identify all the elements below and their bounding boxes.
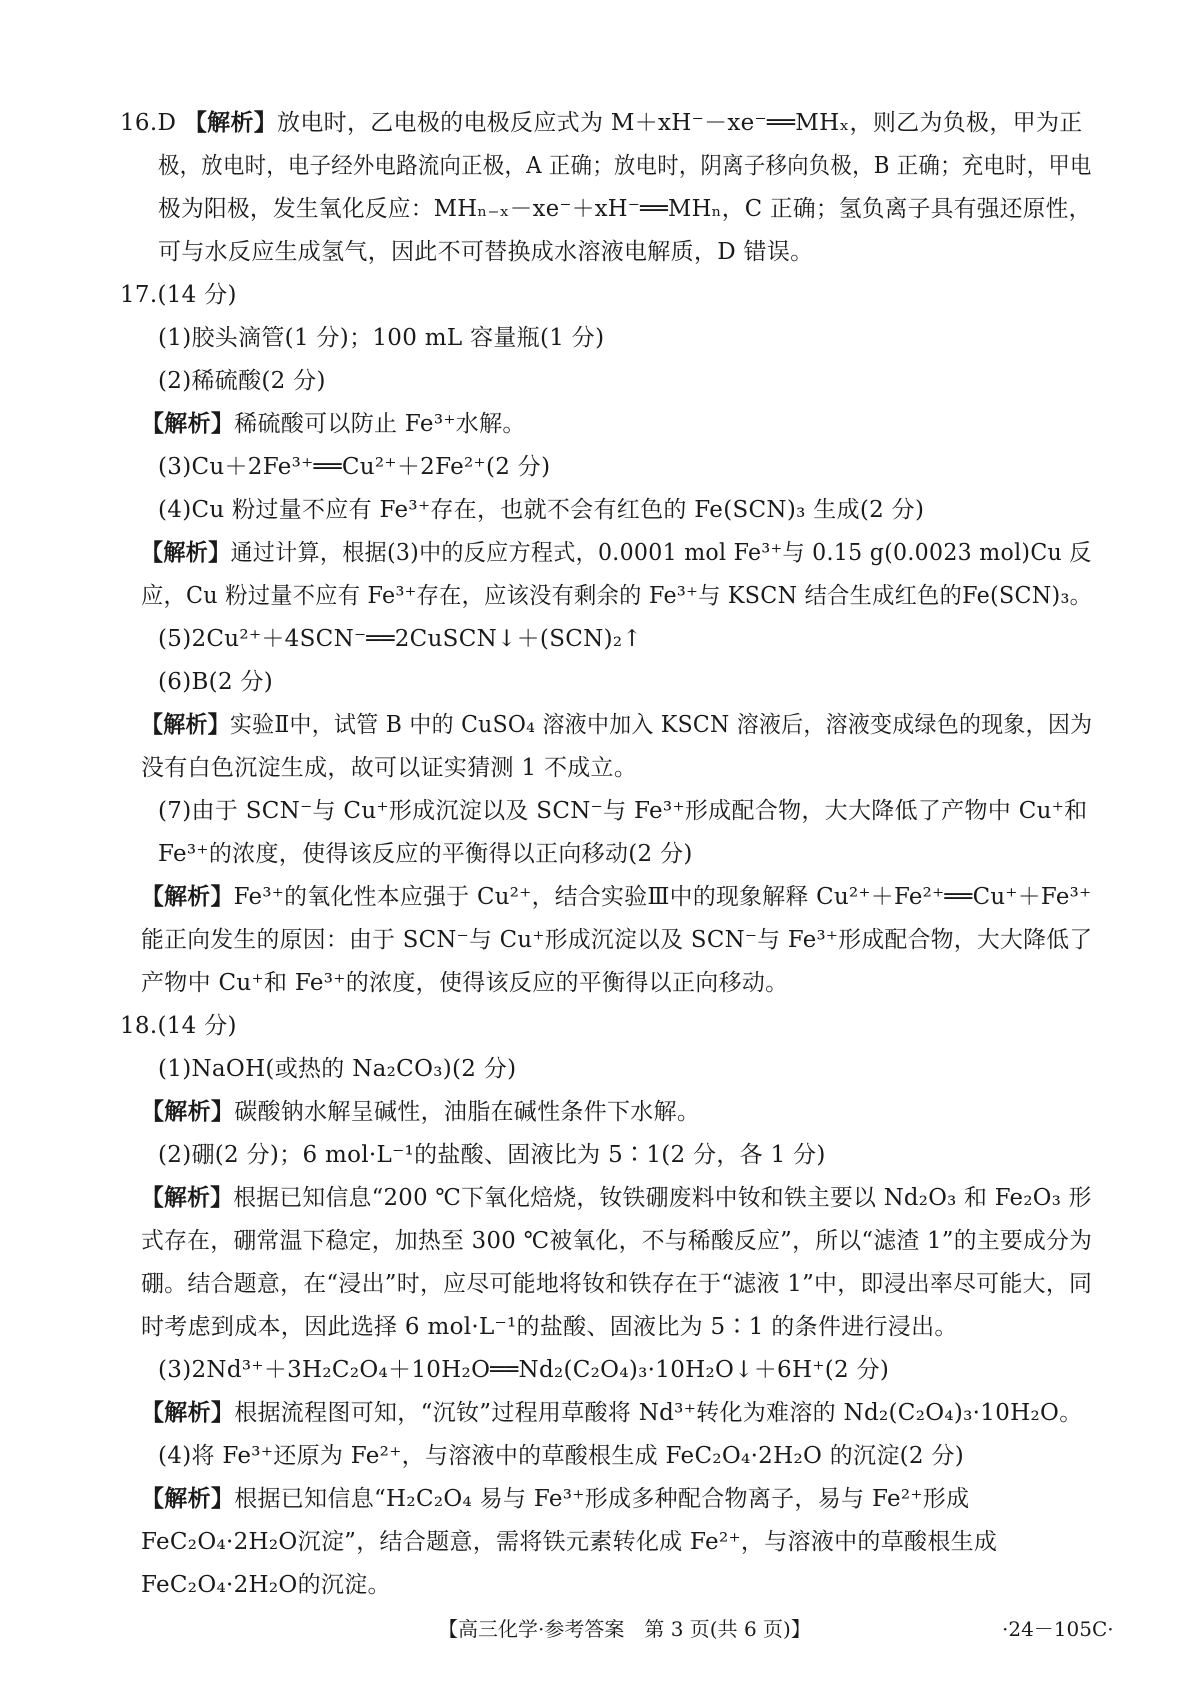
text-segment: (1)NaOH(或热的 Na₂CO₃)(2 分) [158,1056,517,1082]
text-segment: 根据已知信息“H₂C₂O₄ 易与 Fe³⁺形成多种配合物离子，易与 Fe²⁺形成 [234,1486,970,1512]
text-line [158,1441,964,1471]
text-line [120,280,237,310]
text-segment: 能正向发生的原因：由于 SCN⁻与 Cu⁺形成沉淀以及 SCN⁻与 Fe³⁺形成配合物，大大降低了 [141,927,1093,953]
text-line [141,1570,391,1600]
text-line [158,1054,516,1084]
text-segment: (7)由于 SCN⁻与 Cu⁺形成沉淀以及 SCN⁻与 Fe³⁺形成配合物，大大降低了产物中 Cu⁺和 [158,798,1088,824]
text-line [141,925,1092,955]
analysis-label: 【解析】 [141,1399,235,1426]
text-line [141,1527,997,1557]
text-line [158,366,326,396]
text-segment: 18.(14 分) [120,1013,237,1039]
text-segment: 通过计算，根据(3)中的反应方程式，0.0001 mol Fe³⁺与 0.15 g(0.0023 mol)Cu 反 [230,540,1092,566]
text-line [158,839,693,869]
analysis-label: 【解析】 [141,1184,234,1211]
text-segment: 稀硫酸可以防止 Fe³⁺水解。 [234,411,526,437]
text-segment: 产物中 Cu⁺和 Fe³⁺的浓度，使得该反应的平衡得以正向移动。 [141,970,789,996]
text-segment: 式存在，硼常温下稳定，加热至 300 ℃被氧化，不与稀酸反应”，所以“滤渣 1”的主要成分为 [141,1228,1093,1254]
text-segment: Fe³⁺的氧化性本应强于 Cu²⁺，结合实验Ⅲ中的现象解释 Cu²⁺＋Fe²⁺══Cu⁺＋Fe³⁺ [233,884,1092,910]
text-line [158,323,604,353]
text-segment: 16.D [120,110,184,136]
text-line [120,1011,237,1041]
text-line [158,624,642,654]
text-line [141,1183,1092,1213]
text-segment: (3)Cu＋2Fe³⁺══Cu²⁺＋2Fe²⁺(2 分) [158,454,551,480]
text-segment: 碳酸钠水解呈碱性，油脂在碱性条件下水解。 [234,1099,701,1125]
text-line [158,495,924,525]
text-line [141,1484,969,1514]
text-segment: 极，放电时，电子经外电路流向正极，A 正确；放电时，阴离子移向负极，B 正确；充电时，甲电 [158,153,1092,179]
text-segment: 根据流程图可知，“沉钕”过程用草酸将 Nd³⁺转化为难溶的 Nd₂(C₂O₄)₃·10H₂O。 [234,1400,1083,1426]
text-segment: 可与水反应生成氢气，因此不可替换成水溶液电解质，D 错误。 [158,239,814,265]
text-segment: (6)B(2 分) [158,669,274,695]
analysis-label: 【解析】 [141,711,230,738]
text-segment: (2)稀硫酸(2 分) [158,368,326,394]
text-line [141,753,637,783]
text-segment: 实验Ⅱ中，试管 B 中的 CuSO₄ 溶液中加入 KSCN 溶液后，溶液变成绿色的现象，因为 [229,712,1093,738]
text-line [141,710,1092,740]
text-line [141,1398,1083,1428]
text-segment: (5)2Cu²⁺＋4SCN⁻══2CuSCN↓＋(SCN)₂↑ [158,626,642,652]
text-segment: FeC₂O₄·2H₂O的沉淀。 [141,1572,391,1598]
text-line [141,581,1092,611]
text-segment: (1)胶头滴管(1 分)；100 mL 容量瓶(1 分) [158,325,605,351]
text-line [158,237,813,267]
text-line [141,882,1091,912]
text-segment: 时考虑到成本，因此选择 6 mol·L⁻¹的盐酸、固液比为 5∶1 的条件进行浸出。 [141,1314,958,1340]
text-segment: FeC₂O₄·2H₂O沉淀”，结合题意，需将铁元素转化成 Fe²⁺，与溶液中的草酸根生成 [141,1529,998,1555]
text-segment: 极为阳极，发生氧化反应：MHₙ₋ₓ－xe⁻＋xH⁻══MHₙ，C 正确；氢负离子具有强还原性， [158,196,1092,222]
text-line [158,667,273,697]
page-footer [0,1614,1200,1644]
text-line [141,1097,700,1127]
analysis-label: 【解析】 [141,410,235,437]
analysis-label: 【解析】 [141,1485,235,1512]
text-line [141,1312,958,1342]
text-line [158,194,1092,224]
text-line [120,108,1083,138]
text-line [141,538,1092,568]
analysis-label: 【解析】 [141,1098,235,1125]
text-segment: (4)将 Fe³⁺还原为 Fe²⁺，与溶液中的草酸根生成 FeC₂O₄·2H₂O 的沉淀(2 分) [158,1443,965,1469]
text-segment: (4)Cu 粉过量不应有 Fe³⁺存在，也就不会有红色的 Fe(SCN)₃ 生成(2 分) [158,497,925,523]
text-segment: (2)硼(2 分)；6 mol·L⁻¹的盐酸、固液比为 5∶1(2 分，各 1 分) [158,1142,826,1168]
analysis-label: 【解析】 [141,883,234,910]
text-segment: 根据已知信息“200 ℃下氧化焙烧，钕铁硼废料中钕和铁主要以 Nd₂O₃ 和 Fe₂O₃ 形 [233,1185,1092,1211]
text-line [141,1269,1092,1299]
text-line [158,796,1087,826]
text-line [141,968,788,998]
text-segment: 应，Cu 粉过量不应有 Fe³⁺存在，应该没有剩余的 Fe³⁺与 KSCN 结合生成红色的Fe(SCN)₃。 [141,583,1093,609]
footer-title: 【高三化学·参考答案 第 3 页(共 6 页)】 [438,1617,811,1641]
text-line [158,452,550,482]
text-segment: Fe³⁺的浓度，使得该反应的平衡得以正向移动(2 分) [158,841,693,867]
text-segment: 硼。结合题意，在“浸出”时，应尽可能地将钕和铁存在于“滤液 1”中，即浸出率尽可能大，同 [141,1271,1093,1297]
text-segment: 没有白色沉淀生成，故可以证实猜测 1 不成立。 [141,755,638,781]
text-line [141,1226,1092,1256]
analysis-label: 【解析】 [183,109,278,136]
text-line [158,151,1092,181]
text-line [141,409,526,439]
text-segment: 放电时，乙电极的电极反应式为 M＋xH⁻－xe⁻══MHₓ，则乙为负极，甲为正 [277,110,1083,136]
analysis-label: 【解析】 [141,539,231,566]
text-line [158,1140,826,1170]
text-segment: (3)2Nd³⁺＋3H₂C₂O₄＋10H₂O══Nd₂(C₂O₄)₃·10H₂O↓＋6H⁺(2 分) [158,1357,890,1383]
text-segment: 17.(14 分) [120,282,237,308]
footer-code: ·24－105C· [1002,1617,1114,1641]
text-line [158,1355,889,1385]
